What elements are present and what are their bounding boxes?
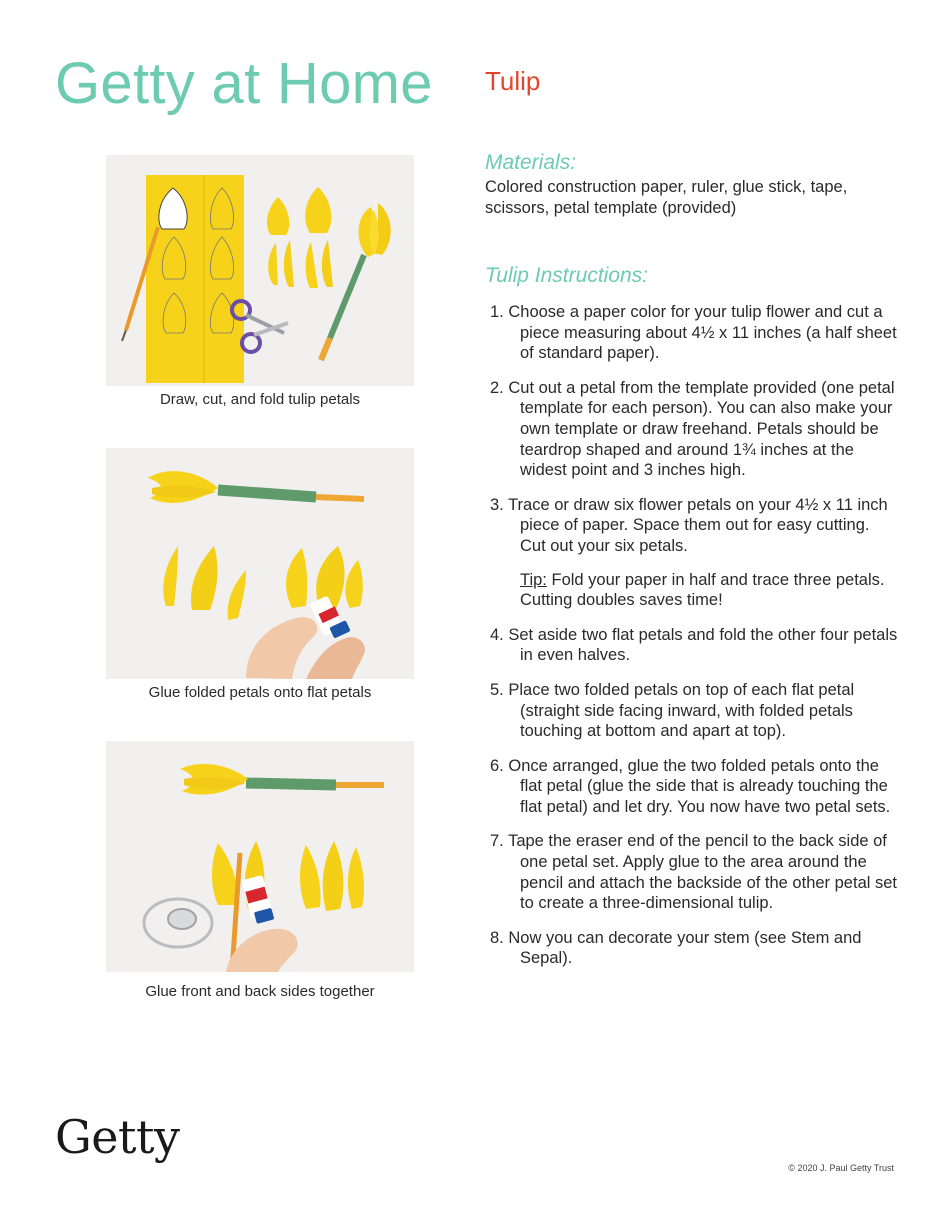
instruction-step bbox=[487, 928, 899, 969]
step-number: 6. bbox=[490, 756, 504, 775]
instruction-step bbox=[487, 680, 899, 742]
assembling-tulip-image bbox=[106, 741, 414, 972]
step-text: Trace or draw six flower petals on your 4½ x 11 inch piece of paper. Space them out for easy cutting. Cut out your six petals. bbox=[508, 495, 888, 555]
page-title: Tulip bbox=[485, 66, 541, 96]
instruction-step bbox=[487, 495, 899, 611]
step-text: Set aside two flat petals and fold the other four petals in even halves. bbox=[508, 625, 898, 665]
step-text: Tape the eraser end of the pencil to the back side of one petal set. Apply glue to the area around the pencil and attach the backside of the other petal set to create a three-dimensional tulip. bbox=[508, 832, 898, 913]
instructions-heading: Tulip Instructions: bbox=[485, 264, 649, 287]
getty-logo: Getty bbox=[55, 1110, 180, 1164]
instruction-step bbox=[487, 756, 899, 818]
gluing-petals-image bbox=[106, 448, 414, 679]
photo-caption: Draw, cut, and fold tulip petals bbox=[159, 391, 361, 408]
step-text: Now you can decorate your stem (see Stem and Sepal). bbox=[508, 928, 862, 968]
instruction-step bbox=[487, 625, 899, 666]
photo-draw-cut-fold bbox=[106, 155, 414, 386]
instruction-step bbox=[487, 831, 899, 913]
brand-title: Getty at Home bbox=[55, 51, 433, 116]
step-number: 4. bbox=[490, 625, 504, 644]
step-number: 5. bbox=[490, 680, 504, 699]
materials-heading: Materials: bbox=[485, 151, 577, 174]
photo-glue-front-back bbox=[106, 741, 414, 972]
instruction-step bbox=[487, 378, 899, 481]
step-number: 7. bbox=[490, 832, 504, 851]
step-text: Once arranged, glue the two folded petals onto the flat petal (glue the side that is already touching the flat petal) and let dry. You now have two petal sets. bbox=[508, 756, 891, 816]
step-number: 3. bbox=[490, 495, 504, 514]
tip-text: Fold your paper in half and trace three petals. Cutting doubles saves time! bbox=[520, 570, 885, 610]
step-number: 1. bbox=[490, 303, 504, 321]
tip-label: Tip: bbox=[520, 570, 547, 589]
step-text: Choose a paper color for your tulip flower and cut a piece measuring about 4½ x 11 inches (a half sheet of standard paper). bbox=[508, 303, 897, 363]
photo-caption: Glue folded petals onto flat petals bbox=[148, 684, 372, 701]
step-number: 8. bbox=[490, 928, 504, 947]
step-text: Cut out a petal from the template provided (one petal template for each person). You can also make your own template or draw freehand. Petals should be teardrop shaped and around 1¾ inches at the widest point and 3 inches high. bbox=[508, 378, 895, 480]
photo-caption: Glue front and back sides together bbox=[145, 983, 375, 1000]
instruction-step bbox=[487, 302, 899, 364]
photo-glue-folded-petals bbox=[106, 448, 414, 679]
tulip-petals-cutting-image bbox=[106, 155, 414, 386]
instruction-steps bbox=[487, 302, 899, 983]
copyright: © 2020 J. Paul Getty Trust bbox=[788, 1163, 894, 1173]
tip bbox=[520, 570, 899, 611]
materials-text: Colored construction paper, ruler, glue stick, tape, scissors, petal template (provided) bbox=[485, 178, 848, 217]
step-text: Place two folded petals on top of each flat petal (straight side facing inward, with folded petals touching at bottom and apart at top). bbox=[508, 680, 855, 741]
step-number: 2. bbox=[490, 378, 504, 397]
